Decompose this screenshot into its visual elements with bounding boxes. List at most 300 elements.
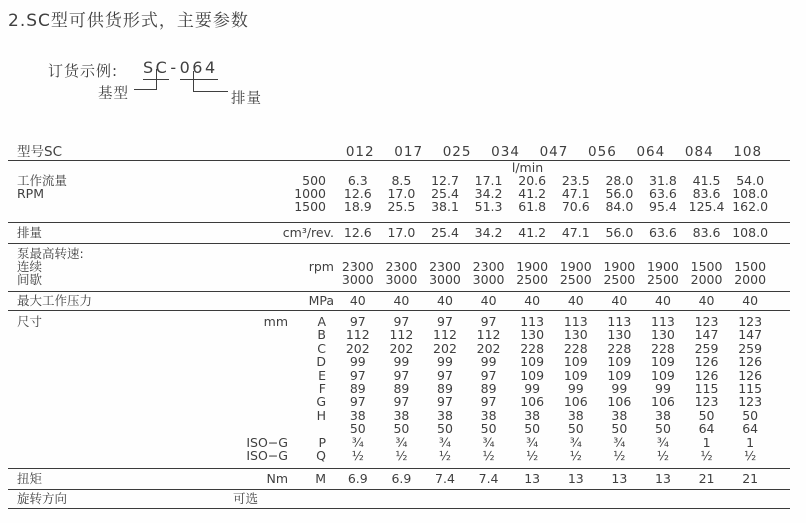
row-mid (222, 449, 336, 462)
value-cell: 1 (702, 434, 711, 450)
value-cell: 38 (611, 407, 628, 423)
value-cell: 25.4 (431, 186, 459, 201)
row-mid (222, 472, 336, 486)
value-cell: 202 (433, 340, 457, 356)
value-cell: 95.4 (649, 199, 677, 214)
value-cell: 13 (524, 471, 541, 487)
value-cell: 1500 (690, 259, 723, 274)
value-cell: 12.7 (431, 173, 459, 188)
value-cell: 7.4 (435, 471, 455, 487)
value-cell: ½ (351, 447, 364, 463)
row-values (336, 200, 790, 213)
value-cell: 2300 (385, 259, 418, 274)
value-cell: 18.9 (343, 199, 372, 214)
table-row (8, 273, 790, 286)
value-cell: 38 (393, 407, 410, 423)
value-cell: 97 (480, 314, 497, 329)
value-cell: 108.0 (732, 186, 769, 201)
value-cell: 63.6 (649, 225, 677, 240)
sub-label: Q (316, 447, 326, 463)
value-cell: 126 (738, 367, 763, 383)
table-sections (8, 174, 790, 509)
row-values (336, 472, 790, 486)
value-cell: 113 (651, 314, 675, 329)
value-cell: 20.6 (518, 173, 547, 188)
value-cell: 83.6 (692, 225, 721, 240)
value-cell: 3000 (385, 272, 418, 287)
value-cell: 38 (437, 407, 453, 423)
table-row (8, 382, 790, 395)
value-cell: ½ (744, 447, 757, 463)
row-label: 连续 (17, 260, 43, 273)
model-header: 056 (588, 144, 617, 160)
value-cell: ½ (700, 447, 713, 463)
row-label: 泵最高转速: (17, 247, 84, 260)
value-cell: 7.4 (478, 471, 499, 487)
value-cell: 123 (738, 314, 763, 329)
row-mid (222, 315, 336, 328)
value-cell: 97 (349, 394, 366, 410)
value-cell: 17.1 (474, 173, 503, 188)
row-values (336, 273, 790, 286)
value-cell: 50 (524, 421, 541, 437)
value-cell: 126 (694, 354, 719, 370)
value-cell: 97 (480, 367, 497, 383)
value-cell: 3000 (341, 272, 374, 287)
value-cell: ¾ (482, 434, 495, 450)
model-header: 047 (539, 144, 569, 160)
row-mid (222, 260, 336, 273)
value-cell: 99 (437, 354, 453, 370)
value-cell: 47.1 (561, 186, 590, 201)
value-cell: 99 (349, 354, 366, 370)
table-row (8, 472, 790, 486)
model-headers (336, 145, 790, 160)
base-type-label: 基型 (98, 86, 129, 102)
table-row (8, 355, 790, 368)
value-cell: 99 (480, 354, 497, 370)
table-row (8, 294, 790, 308)
value-cell: 40 (393, 293, 410, 308)
model-header: 084 (684, 144, 714, 160)
table-row (8, 409, 790, 422)
value-cell: 40 (437, 293, 453, 308)
value-cell: 2500 (603, 272, 636, 287)
value-cell: 13 (611, 471, 628, 487)
value-cell: 83.6 (692, 186, 721, 201)
model-header: 034 (491, 144, 520, 160)
row-mid (222, 328, 336, 341)
table-row (8, 369, 790, 382)
row-mid (222, 294, 336, 308)
value-cell: 106 (563, 394, 588, 410)
value-cell: 97 (349, 367, 366, 383)
sub-label: D (316, 354, 326, 370)
row-label: 间歇 (17, 273, 43, 286)
order-example-diagram (0, 56, 420, 114)
value-cell: 2300 (429, 259, 461, 274)
value-cell: 130 (607, 327, 632, 343)
value-cell: 228 (520, 340, 545, 356)
row-label: 工作流量 (17, 174, 68, 187)
row-label: 排量 (17, 226, 43, 240)
value-cell: 54.0 (736, 173, 765, 188)
value-cell: 50 (567, 421, 584, 437)
table-row (8, 315, 790, 328)
value-cell: ¾ (351, 434, 364, 450)
subheader-spacer (8, 161, 325, 174)
value-cell: 106 (651, 394, 675, 410)
value-cell: 259 (694, 340, 719, 356)
sub-label: F (318, 380, 326, 396)
row-values (336, 226, 790, 240)
value-cell: 97 (437, 394, 453, 410)
row-values (336, 355, 790, 368)
value-cell: 3000 (429, 272, 461, 287)
value-cell: 109 (520, 354, 545, 370)
value-cell: 2500 (647, 272, 679, 287)
value-cell: 64 (698, 421, 715, 437)
section-torque (8, 469, 790, 490)
table-row (8, 449, 790, 462)
value-cell: 51.3 (474, 199, 503, 214)
unit-label: ISO−G (246, 447, 288, 463)
row-values (336, 315, 790, 328)
value-cell: 61.8 (518, 199, 547, 214)
value-cell: ¾ (395, 434, 408, 450)
value-cell: 13 (655, 471, 671, 487)
row-mid (222, 200, 336, 213)
value-cell: 115 (738, 380, 763, 396)
value-cell: 109 (651, 354, 675, 370)
value-cell: 23.5 (561, 173, 590, 188)
table-row (8, 328, 790, 341)
section-speed (8, 244, 790, 292)
value-cell: 1500 (734, 259, 767, 274)
value-cell: 109 (563, 354, 588, 370)
model-header: 017 (394, 144, 424, 160)
unit-label: cm³/rev. (282, 225, 334, 240)
section-displacement (8, 223, 790, 244)
value-cell: 6.3 (347, 173, 368, 188)
value-cell: 113 (563, 314, 588, 329)
value-cell: 84.0 (605, 199, 634, 214)
value-cell: 21 (742, 471, 759, 487)
value-cell: 99 (524, 380, 541, 396)
value-cell: 31.8 (649, 173, 677, 188)
value-cell: 202 (345, 340, 370, 356)
table-row (8, 422, 790, 435)
value-cell: 2500 (559, 272, 592, 287)
value-cell: 126 (738, 354, 763, 370)
value-cell: 50 (698, 407, 715, 423)
sub-label: G (316, 394, 326, 410)
row-values (336, 436, 790, 449)
row-values (336, 422, 790, 435)
value-cell: 50 (437, 421, 453, 437)
row-mid (222, 382, 336, 395)
row-mid (222, 342, 336, 355)
row-label: 尺寸 (17, 315, 43, 329)
row-mid (222, 369, 336, 382)
value-cell: 112 (476, 327, 501, 343)
value-cell: 112 (389, 327, 414, 343)
section-dimensions (8, 311, 790, 469)
value-cell: 123 (694, 394, 719, 410)
order-code-displacement: 064 (180, 58, 218, 80)
sub-label: P (318, 434, 326, 450)
value-cell: 162.0 (732, 199, 769, 214)
sub-label: 500 (302, 173, 326, 188)
value-cell: 50 (349, 421, 366, 437)
displacement-connector-line (193, 71, 228, 92)
value-cell: 12.6 (343, 186, 372, 201)
value-cell: 25.5 (387, 199, 416, 214)
value-cell: 89 (437, 380, 453, 396)
value-cell: 70.6 (561, 199, 590, 214)
value-cell: 147 (694, 327, 719, 343)
order-code-dash: - (170, 58, 179, 77)
value-cell: ¾ (438, 434, 452, 450)
row-values (336, 342, 790, 355)
row-mid (222, 226, 336, 240)
sub-label: M (315, 471, 326, 487)
value-cell: 130 (563, 327, 588, 343)
row-values (336, 369, 790, 382)
value-cell: 99 (393, 354, 410, 370)
unit-label: Nm (266, 471, 288, 487)
value-cell: 109 (651, 367, 675, 383)
value-cell: 3000 (472, 272, 505, 287)
value-cell: 97 (349, 314, 366, 329)
value-cell: 13 (567, 471, 584, 487)
page-title: 2.SC型可供货形式，主要参数 (8, 11, 249, 31)
value-cell: 202 (476, 340, 501, 356)
value-cell: 41.2 (518, 186, 547, 201)
table-row (8, 436, 790, 449)
value-cell: 97 (437, 367, 453, 383)
value-cell: 125.4 (688, 199, 725, 214)
value-cell: 130 (520, 327, 545, 343)
value-cell: 38.1 (431, 199, 459, 214)
row-values (336, 328, 790, 341)
section-flow (8, 174, 790, 223)
value-cell: 108.0 (732, 225, 769, 240)
value-cell: 109 (607, 354, 632, 370)
row-values (336, 294, 790, 308)
value-cell: 50 (655, 421, 671, 437)
value-cell: 64 (742, 421, 759, 437)
model-header: 025 (442, 144, 472, 160)
value-cell: 40 (567, 293, 584, 308)
value-cell: ½ (569, 447, 582, 463)
value-cell: 40 (480, 293, 497, 308)
flow-unit-label: l/min (511, 160, 544, 175)
value-cell: ½ (395, 447, 408, 463)
value-cell: 2300 (341, 259, 374, 274)
value-cell: ¾ (613, 434, 626, 450)
value-cell: 123 (738, 394, 763, 410)
row-mid (222, 395, 336, 408)
value-cell: 41.2 (518, 225, 547, 240)
sub-label: 1500 (294, 199, 326, 214)
sub-label: E (318, 367, 326, 383)
value-cell: 115 (694, 380, 719, 396)
row-mid (222, 409, 336, 422)
value-cell: 34.2 (474, 225, 503, 240)
value-cell: 97 (393, 367, 410, 383)
value-cell: 109 (563, 367, 588, 383)
base-connector-line (134, 69, 157, 90)
value-cell: 106 (607, 394, 632, 410)
order-example-label: 订货示例: (48, 62, 119, 80)
value-cell: 38 (480, 407, 497, 423)
value-cell: 8.5 (391, 173, 412, 188)
value-cell: 21 (698, 471, 715, 487)
value-cell: 109 (607, 367, 632, 383)
row-label: RPM (17, 187, 45, 200)
model-header-row (8, 145, 790, 161)
value-cell: 1900 (559, 259, 592, 274)
section-pressure (8, 292, 790, 311)
value-cell: 38 (567, 407, 584, 423)
value-cell: ¾ (569, 434, 582, 450)
value-cell: 40 (655, 293, 671, 308)
value-cell: 56.0 (605, 225, 634, 240)
value-cell: 40 (524, 293, 541, 308)
row-values (336, 395, 790, 408)
row-label: 扭矩 (17, 472, 43, 487)
value-cell: 259 (738, 340, 763, 356)
value-cell: 38 (349, 407, 366, 423)
value-cell: ½ (526, 447, 539, 463)
unit-label: mm (263, 314, 288, 329)
value-cell: 106 (520, 394, 545, 410)
value-cell: 89 (480, 380, 497, 396)
table-row (8, 492, 790, 505)
model-column-label: 型号SC (17, 145, 62, 160)
model-header: 064 (636, 144, 666, 160)
value-cell: 40 (611, 293, 628, 308)
flow-unit-row (8, 161, 790, 174)
value-cell: 6.9 (347, 471, 368, 487)
displacement-label: 排量 (231, 91, 262, 107)
section-rotation (8, 490, 790, 509)
value-cell: 202 (389, 340, 414, 356)
value-cell: 63.6 (649, 186, 677, 201)
value-cell: 99 (567, 380, 584, 396)
value-cell: 40 (349, 293, 366, 308)
value-cell: 97 (480, 394, 497, 410)
value-cell: ¾ (656, 434, 670, 450)
value-cell: 147 (738, 327, 763, 343)
value-cell: ½ (438, 447, 452, 463)
value-cell: 40 (698, 293, 715, 308)
value-cell: 228 (607, 340, 632, 356)
value-cell: 97 (393, 394, 410, 410)
unit-label: MPa (308, 293, 334, 308)
spec-table (8, 145, 790, 509)
value-cell: 17.0 (387, 225, 416, 240)
sub-label: H (316, 407, 326, 423)
value-cell: 1900 (603, 259, 636, 274)
model-header: 108 (733, 144, 763, 160)
value-cell: 123 (694, 314, 719, 329)
value-cell: 228 (563, 340, 588, 356)
value-cell: 99 (611, 380, 628, 396)
table-row (8, 342, 790, 355)
value-cell: 112 (345, 327, 370, 343)
order-code-base: SC (143, 58, 169, 80)
row-mid (222, 355, 336, 368)
table-row (8, 395, 790, 408)
value-cell: 2500 (516, 272, 549, 287)
value-cell: 25.4 (431, 225, 459, 240)
value-cell: 2300 (472, 259, 505, 274)
value-cell: ½ (656, 447, 670, 463)
value-cell: 89 (349, 380, 366, 396)
value-cell: 12.6 (343, 225, 372, 240)
value-cell: 38 (524, 407, 541, 423)
sub-label: 1000 (294, 186, 326, 201)
row-values (336, 449, 790, 462)
row-values (336, 409, 790, 422)
table-row (8, 226, 790, 240)
value-cell: 2000 (690, 272, 723, 287)
value-cell: 126 (694, 367, 719, 383)
row-values (336, 382, 790, 395)
sub-label: A (317, 314, 326, 329)
value-cell: 113 (607, 314, 632, 329)
value-cell: 130 (651, 327, 675, 343)
value-cell: 97 (437, 314, 453, 329)
value-cell: 56.0 (605, 186, 634, 201)
value-cell: 28.0 (605, 173, 634, 188)
row-mid (222, 436, 336, 449)
row-label: 旋转方向 (17, 492, 68, 506)
row-label: 最大工作压力 (17, 294, 93, 308)
value-cell: 17.0 (387, 186, 416, 201)
value-cell: 99 (655, 380, 671, 396)
value-cell: 1900 (647, 259, 679, 274)
unit-label: 可选 (233, 491, 259, 507)
value-cell: 50 (480, 421, 497, 437)
value-cell: 97 (393, 314, 410, 329)
value-cell: 41.5 (692, 173, 721, 188)
value-cell: 112 (433, 327, 457, 343)
value-cell: 47.1 (561, 225, 590, 240)
value-cell: 1 (746, 434, 755, 450)
unit-label: rpm (308, 259, 334, 274)
sub-label: C (317, 340, 326, 356)
value-cell: 34.2 (474, 186, 503, 201)
value-cell: 6.9 (391, 471, 412, 487)
table-row (8, 200, 790, 213)
value-cell: 50 (393, 421, 410, 437)
model-header: 012 (345, 144, 375, 160)
value-cell: 109 (520, 367, 545, 383)
value-cell: 50 (611, 421, 628, 437)
value-cell: ½ (613, 447, 626, 463)
value-cell: 1900 (516, 259, 549, 274)
value-cell: 40 (742, 293, 759, 308)
value-cell: 113 (520, 314, 545, 329)
value-cell: 89 (393, 380, 410, 396)
value-cell: 2000 (734, 272, 767, 287)
value-cell: 228 (651, 340, 675, 356)
value-cell: ¾ (526, 434, 539, 450)
sub-label: B (317, 327, 326, 343)
